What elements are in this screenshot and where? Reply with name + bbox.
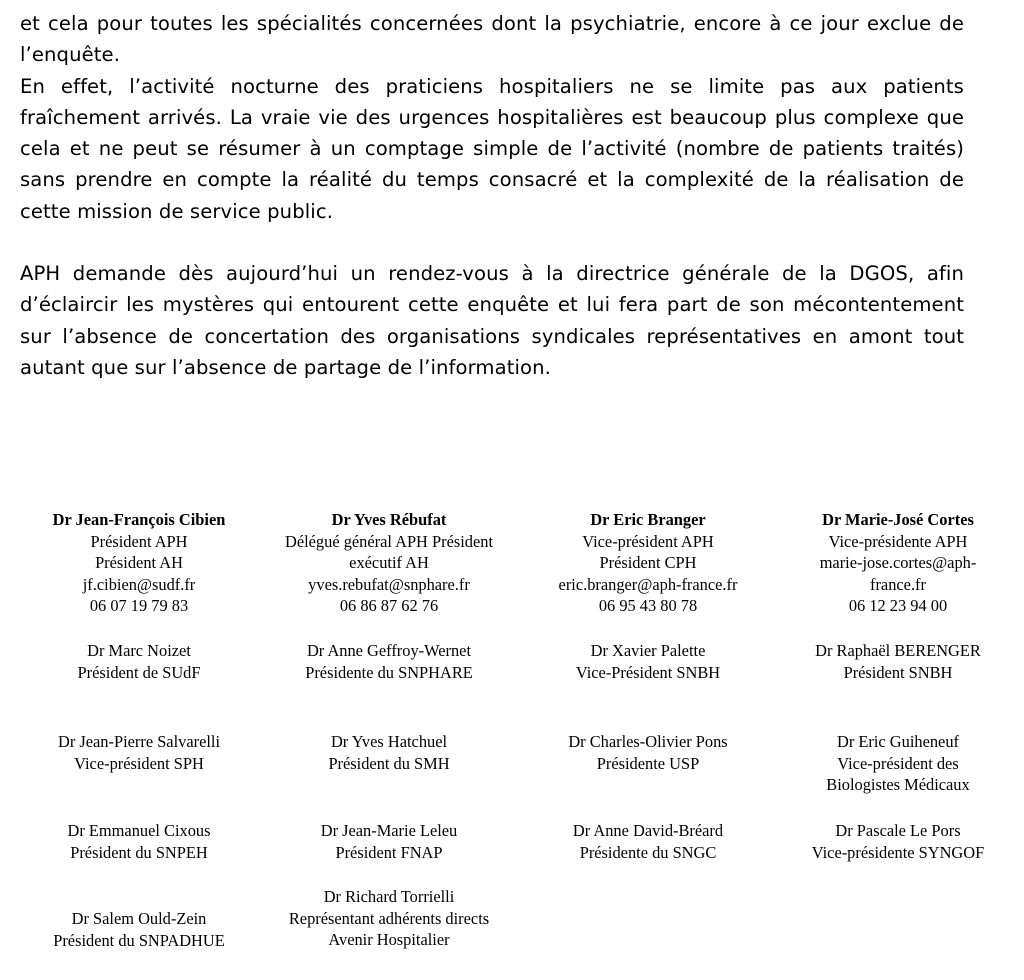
signatory-title: Président du SMH (328, 753, 450, 773)
signatory-hatchuel (264, 731, 514, 774)
signatory-phone: 06 95 43 80 78 (598, 596, 698, 615)
signatory-title: Vice-présidente SYNGOF (811, 842, 985, 862)
signatory-name: Dr Yves Hatchuel (330, 732, 448, 751)
signatory-name: Dr Jean-François Cibien (52, 510, 226, 529)
signatory-title: Président de SUdF (77, 662, 201, 682)
signatory-name: Dr Yves Rébufat (331, 510, 447, 529)
signatory-cixous (14, 820, 264, 863)
signatory-cibien (14, 509, 264, 617)
signatory-noizet (14, 640, 264, 683)
signatory-phone: 06 12 23 94 00 (848, 596, 948, 615)
signatory-name: Dr Richard Torrielli (323, 887, 455, 906)
paragraph-aph-demande: APH demande dès aujourd’hui un rendez-vous à la directrice générale de la DGOS, afin d’éclaircir les mystères qui entourent cette enquête et lui fera part de son mécontentement sur l’absence de concertation des organisations syndicales représentatives en amont tout autant que sur l’absence de partage de l’information. (20, 262, 964, 379)
signatory-title: Président APH (90, 531, 188, 551)
signatory-name: Dr Pascale Le Pors (835, 821, 961, 840)
signatory-rebufat (264, 509, 514, 617)
signatory-palette (523, 640, 773, 683)
signatory-title: Présidente USP (596, 753, 700, 773)
signatory-name: Dr Charles-Olivier Pons (568, 732, 728, 751)
signatory-guiheneuf (773, 731, 1023, 796)
letter-body (20, 8, 964, 383)
signatory-pons (523, 731, 773, 774)
signatory-name: Dr Eric Guiheneuf (837, 732, 959, 751)
paragraph-activite-nocturne: En effet, l’activité nocturne des praticiens hospitaliers ne se limite pas aux patients fraîchement arrivés. La vraie vie des urgences hospitalières est beaucoup plus complexe que cela et ne peut se résumer à un comptage simple de l’activité (nombre de patients traités) sans prendre en compte la réalité du temps consacré et la complexité de la réalisation de cette mission de service public. (20, 74, 964, 223)
signatory-name: Dr Marie-José Cortes (822, 510, 974, 529)
signatory-title: Vice-présidente APH (828, 531, 968, 551)
signatory-title: Vice-président des (837, 753, 959, 773)
signatory-title-2: Président CPH (599, 553, 697, 572)
signatory-title: Délégué général APH Président (284, 531, 493, 551)
signatory-name: Dr Emmanuel Cixous (67, 821, 211, 840)
signatory-name: Dr Anne Geffroy-Wernet (306, 641, 472, 660)
signatory-name: Dr Anne David-Bréard (572, 821, 724, 840)
signatory-title-2: Biologistes Médicaux (826, 775, 970, 794)
signatory-ould-zein (14, 908, 264, 951)
signatory-name: Dr Eric Branger (590, 510, 706, 529)
signatory-title: Président FNAP (335, 842, 443, 862)
signatory-torrielli (264, 886, 514, 951)
signatory-leleu (264, 820, 514, 863)
signatory-name: Dr Marc Noizet (87, 641, 191, 660)
signatory-title: Vice-Président SNBH (575, 662, 721, 682)
signatory-email: yves.rebufat@snphare.fr (308, 574, 470, 594)
signatory-email: eric.branger@aph-france.fr (558, 574, 738, 594)
signatory-title: Vice-président APH (582, 531, 714, 551)
signatory-branger (523, 509, 773, 617)
signatory-title-2: Président AH (95, 553, 183, 572)
signatory-title: Président SNBH (843, 662, 953, 682)
signatory-cortes (773, 509, 1023, 617)
signatory-email-part-2: france.fr (870, 574, 926, 594)
signatory-title-2: Avenir Hospitalier (328, 930, 450, 949)
signatory-berenger (773, 640, 1023, 683)
signatory-le-pors (773, 820, 1023, 863)
signatory-name: Dr Xavier Palette (590, 641, 706, 660)
signatory-email: jf.cibien@sudf.fr (82, 574, 196, 594)
signatory-title: Président du SNPEH (70, 842, 208, 862)
signatory-name: Dr Jean-Marie Leleu (320, 821, 458, 840)
signatory-title: Présidente du SNGC (579, 842, 717, 862)
signatory-geffroy-wernet (264, 640, 514, 683)
signatory-salvarelli (14, 731, 264, 774)
paragraph-psychiatrie: et cela pour toutes les spécialités concernées dont la psychiatrie, encore à ce jour exclue de l’enquête. (20, 12, 964, 67)
signatory-david-breard (523, 820, 773, 863)
signatory-title-2: exécutif AH (349, 553, 429, 572)
signatory-phone: 06 86 87 62 76 (339, 596, 439, 615)
signatory-name: Dr Jean-Pierre Salvarelli (57, 732, 221, 751)
signatory-title: Présidente du SNPHARE (305, 662, 473, 682)
signatory-title: Vice-président SPH (74, 753, 204, 773)
signatory-name: Dr Raphaël BERENGER (815, 641, 981, 660)
signatory-title: Représentant adhérents directs (288, 908, 490, 928)
signatory-name: Dr Salem Ould-Zein (71, 909, 207, 928)
signatory-title: Président du SNPADHUE (53, 930, 225, 950)
signatory-phone: 06 07 19 79 83 (89, 596, 189, 615)
signatory-email-part-1: marie-jose.cortes@aph- (819, 553, 977, 572)
